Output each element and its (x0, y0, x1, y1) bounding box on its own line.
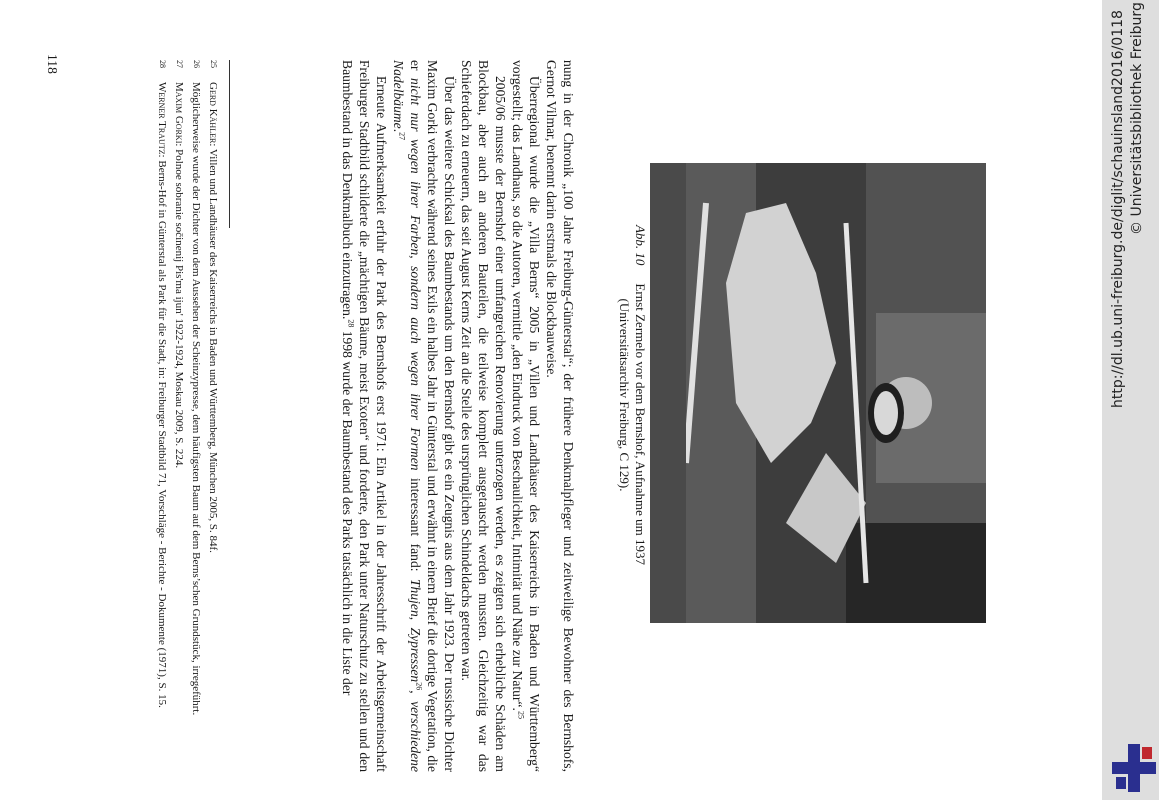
paragraph-4-text: interessant fand: (408, 470, 423, 579)
paragraph-5-text: Erneute Aufmerksamkeit erfuhr der Park des Bernshofs erst 1971: Ein Artikel in der Jahresschrift der Arbeitsgemeinschaft Freiburger Stadtbild schilderte die „mächtigen Bäume, meist Exoten“ und forderte, den Park unter Naturschutz zu stellen und den Baumbestand in das Denkmalbuch einzutragen. (340, 60, 389, 772)
paragraph-1: nung in der Chronik „100 Jahre Freiburg-Günterstal“; der frühere Denkmalpfleger und zeitweilige Bewohner des Bernshofs, Gernot Vilmar, benennt darin erstmals die Blockbauweise. (544, 60, 576, 772)
ub-freiburg-logo-icon (1112, 744, 1156, 792)
paragraph-2-text: Überregional wurde die „Villa Berns“ 2005 in „Villen und Landhäuser des Kaiserreichs in Baden und Württemberg“ vorgestellt; das Landhaus, so die Autoren, vermittle „den Eindruck von Beschaulichkeit, Intimität und Nähe zur Natur“. (510, 60, 542, 772)
footnote-text (155, 82, 169, 772)
footnote-divider (229, 60, 230, 228)
paragraph-4-text: . (391, 128, 406, 133)
page-number: 118 (45, 54, 60, 74)
footnote-text (172, 82, 186, 772)
footnote-body: : Polnoe sobranie sočinenij Pis'ma ijun' 1922-1924, Moskau 2009, S. 224. (173, 143, 185, 469)
paragraph-3: 2005/06 musste der Bernshof einer umfangreichen Renovierung unterzogen werden, es zeigten sich erhebliche Schäden am Blockbau, aber auch an anderen Bauteilen, die teilweise komplett ausgetauscht werden mussten. Gleichzeitig war das Schieferdach zu erneuern, das seit August Kerns Zeit an die Stelle des ursprünglichen Schindeldachs getreten war. (459, 60, 508, 772)
footnote-author: Gerd Kähler (207, 82, 219, 144)
paragraph-4-quote: Thujen, Zypressen (408, 578, 423, 683)
caption-line-2: (Universitätsarchiv Freiburg, C 129). (617, 298, 632, 492)
footnote-ref: 25 (516, 710, 526, 719)
footnote-text (206, 82, 220, 772)
footnote (189, 60, 203, 772)
footnote-ref: 27 (397, 132, 407, 141)
body-text (339, 60, 577, 772)
paragraph-5 (339, 60, 390, 772)
paragraph-4 (390, 60, 458, 772)
footnote-text (189, 82, 203, 772)
figure-caption (616, 140, 648, 650)
footnote-number: 26 (192, 60, 201, 68)
footnote-author: Maxim Gorki (173, 82, 185, 144)
source-url-link[interactable]: http://dl.ub.uni-freiburg.de/diglit/schauinsland2016/0118 (1110, 10, 1126, 408)
paragraph-4-quote: verschiedene Nadelbäume (391, 60, 423, 773)
footnote (206, 60, 220, 772)
caption-line-1: Ernst Zermelo vor dem Bernshof, Aufnahme um 1937 (633, 283, 648, 566)
paragraph-2 (509, 60, 543, 772)
footnote-body: Möglicherweise wurde der Dichter von dem Aussehen der Scheinzypresse, dem häufigsten Baum auf dem Berns’schen Grundstück, irregeführt. (190, 82, 202, 716)
footnote (155, 60, 169, 772)
footnote (172, 60, 186, 772)
paragraph-5-text: 1998 wurde der Baumbestand des Parks tatsächlich in die Liste der (340, 327, 355, 696)
caption-label: Abb. 10 (633, 224, 648, 266)
copyright-notice: © Universitätsbibliothek Freiburg (1129, 2, 1145, 235)
footnotes (152, 60, 220, 772)
footnote-ref: 26 (414, 682, 424, 691)
photo-figure (650, 163, 986, 623)
footnote-ref: 28 (346, 319, 356, 328)
footnote-author: Werner Trautz (156, 82, 168, 155)
footnote-body: : Berns-Hof in Günterstal als Park für die Stadt, in: Freiburger Stadtbild 71, Vorschläge - Berichte - Dokumente (1971), S. 15. (156, 154, 168, 708)
provenance-sidebar (1102, 0, 1159, 800)
footnote-number: 25 (209, 60, 218, 68)
footnote-number: 28 (158, 60, 167, 68)
footnote-body: : Villen und Landhäuser des Kaiserreichs in Baden und Württemberg, München 2005, S. 84f. (207, 143, 219, 553)
footnote-number: 27 (175, 60, 184, 68)
paragraph-4-text: , (408, 690, 423, 702)
photo-zermelo-image (650, 163, 986, 623)
paragraph-4-text: Über das weitere Schicksal des Baumbestands um den Bernshof gibt es ein Zeugnis aus dem Jahr 1923. Der russische Dichter Maxim Gorki verbrachte während seines Exils ein halbes Jahr in Günterstal und erwähnt in einem Brief die dortige Vegetation, die er (408, 60, 457, 772)
paragraph-4-quote: nicht nur wegen ihrer Farben, sondern auch wegen ihrer Formen (408, 78, 423, 471)
